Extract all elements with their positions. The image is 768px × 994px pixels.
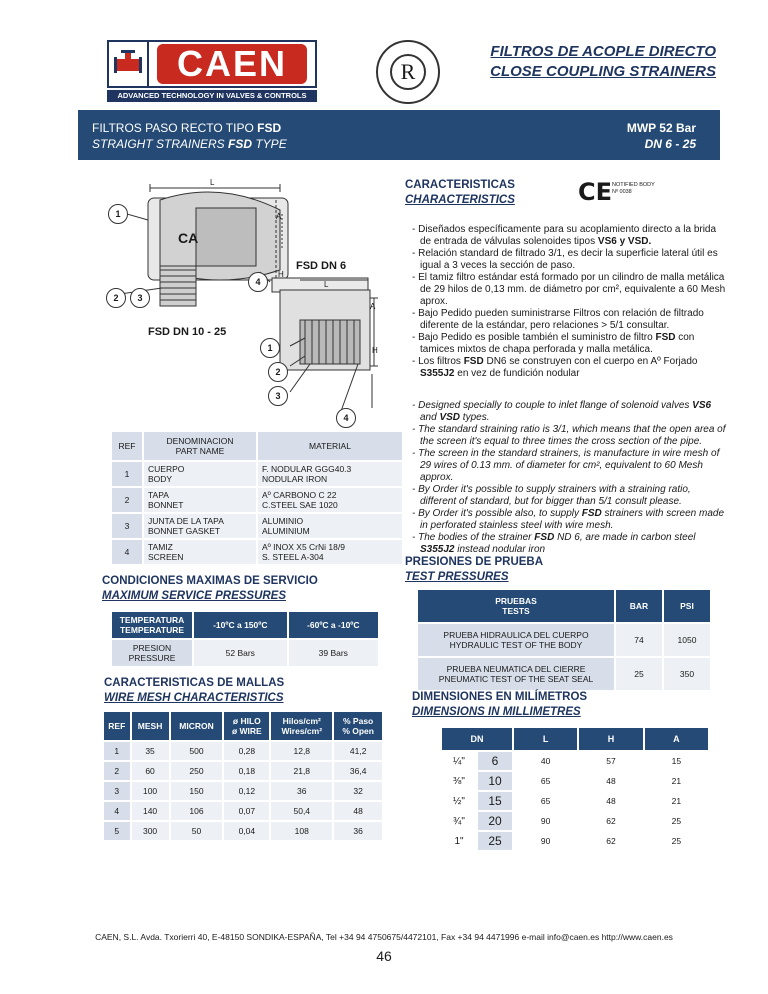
tests-title-es: PRESIONES DE PRUEBA — [405, 556, 544, 568]
characteristics-en — [410, 400, 726, 556]
product-banner — [78, 110, 720, 160]
dim-h: 62 — [606, 816, 616, 826]
tests-title-en: TEST PRESSURES — [405, 571, 509, 583]
parts-header-material: MATERIAL — [258, 432, 402, 460]
dim-dn: 6 — [478, 752, 512, 770]
quality-seal-icon — [376, 40, 440, 104]
dimensions-table — [440, 726, 710, 852]
banner-en-suffix: TYPE — [252, 137, 287, 151]
dim-h: 57 — [606, 756, 616, 766]
service-table — [110, 610, 380, 668]
parts-header-ref: REF — [112, 432, 142, 460]
mesh-header-wires-cm2: Hilos/cm² Wires/cm² — [271, 712, 332, 740]
char-en-6: - The bodies of the strainer FSD ND 6, are made in carbon steel S355J2 instead nodular iron — [412, 532, 696, 555]
service-pressure-1: 52 Bars — [194, 640, 287, 666]
char-es-3: - El tamiz filtro estándar está formado por un cilindro de malla metálica de 29 hilos de 0,13 mm. de diámetro por cm², equivalente a 60 Mesh aprox. — [412, 272, 726, 307]
char-en-1: - Designed specially to couple to inlet flange of solenoid valves VS6 and VSD types. — [412, 400, 712, 423]
dim-a: 15 — [671, 756, 682, 766]
parts-name: CUERPO BODY — [144, 462, 256, 486]
mesh-mesh: 140 — [132, 802, 169, 820]
dim-inch: ½" — [453, 795, 465, 807]
banner-es-text: FILTROS PASO RECTO TIPO — [92, 121, 258, 135]
banner-product-type — [92, 120, 287, 152]
dimensions-title-es: DIMENSIONES EN MILÍMETROS — [412, 691, 588, 703]
parts-material: F. NODULAR GGG40.3 NODULAR IRON — [258, 462, 402, 486]
table-row — [112, 514, 402, 538]
mesh-micron: 500 — [171, 742, 223, 760]
banner-en-text: STRAIGHT STRAINERS — [92, 137, 229, 151]
mesh-wire: 0,07 — [224, 802, 269, 820]
mesh-ref: 2 — [104, 762, 130, 780]
table-row — [112, 488, 402, 512]
parts-table — [110, 430, 404, 566]
mesh-micron: 50 — [171, 822, 223, 840]
mesh-mesh: 300 — [132, 822, 169, 840]
mesh-micron: 106 — [171, 802, 223, 820]
mesh-header-wire: ø HILO ø WIRE — [224, 712, 269, 740]
mesh-wire: 0,04 — [224, 822, 269, 840]
fsd-dn10-25-label: FSD DN 10 - 25 — [148, 326, 227, 338]
mesh-open: 48 — [334, 802, 382, 820]
service-temp-1: -10ºC a 150ºC — [194, 612, 287, 638]
parts-material: ALUMINIO ALUMINIUM — [258, 514, 402, 538]
char-es-6: - Los filtros FSD DN6 se construyen con el cuerpo en Aº Forjado S355J2 en vez de fundición nodular — [412, 356, 698, 379]
title-es: FILTROS DE ACOPLE DIRECTO — [490, 43, 716, 60]
dim-H2-label: H — [372, 346, 378, 355]
mesh-ref: 3 — [104, 782, 130, 800]
service-title — [102, 574, 318, 604]
dim-h: 48 — [606, 776, 616, 786]
dim-A-label: A — [276, 212, 282, 221]
dim-inch: ⅜" — [453, 775, 465, 787]
banner-mwp: MWP 52 Bar — [626, 121, 696, 135]
parts-name: TAPA BONNET — [144, 488, 256, 512]
parts-name: JUNTA DE LA TAPA BONNET GASKET — [144, 514, 256, 538]
parts-material: Aº CARBONO C 22 C.STEEL SAE 1020 — [258, 488, 402, 512]
service-title-en: MAXIMUM SERVICE PRESSURES — [102, 590, 287, 602]
dim-a: 21 — [671, 776, 682, 786]
title-en: CLOSE COUPLING STRAINERS — [490, 63, 716, 80]
dim-a: 25 — [671, 816, 682, 826]
dimensions-title — [412, 690, 587, 720]
banner-ratings — [627, 120, 696, 152]
table-row — [442, 772, 708, 790]
dim-h: 62 — [606, 836, 616, 846]
char-es-5: - Bajo Pedido es posible también el suministro de filtro FSD con tamices mixtos de chapa perforada y malla metálica. — [412, 332, 695, 355]
page-title — [490, 42, 716, 82]
notified-body-label: NOTIFIED BODY — [612, 182, 655, 188]
service-temp-label: TEMPERATURA TEMPERATURE — [112, 612, 192, 638]
mesh-wires-cm2: 21,8 — [271, 762, 332, 780]
mesh-wire: 0,12 — [224, 782, 269, 800]
mesh-table — [102, 710, 384, 842]
callout-4-bottom: 4 — [336, 408, 356, 428]
tests-header-bar: BAR — [616, 590, 662, 622]
parts-name: TAMIZ SCREEN — [144, 540, 256, 564]
mesh-title-en: WIRE MESH CHARACTERISTICS — [104, 692, 284, 704]
mesh-title — [104, 676, 284, 706]
mesh-header-open: % Paso % Open — [334, 712, 382, 740]
tests-psi: 350 — [664, 658, 710, 690]
mesh-wires-cm2: 108 — [271, 822, 332, 840]
dimensions-title-en: DIMENSIONS IN MILLIMETRES — [412, 706, 581, 718]
characteristics-title-es: CARACTERISTICAS — [405, 179, 515, 191]
page-number: 46 — [376, 948, 392, 964]
dim-inch: ¼" — [453, 755, 465, 767]
mesh-title-es: CARACTERISTICAS DE MALLAS — [104, 677, 285, 689]
characteristics-title — [405, 178, 515, 208]
mesh-wire: 0,18 — [224, 762, 269, 780]
callout-2-top: 2 — [106, 288, 126, 308]
table-row — [112, 462, 402, 486]
characteristics-title-en: CHARACTERISTICS — [405, 194, 515, 206]
dim-inch: ¾" — [453, 815, 465, 827]
dim-l: 90 — [540, 816, 551, 826]
body-mark: CA — [178, 230, 199, 246]
dim-l: 65 — [540, 776, 551, 786]
callout-2-bottom: 2 — [268, 362, 288, 382]
dim-L-label: L — [210, 178, 215, 187]
dim-header-a: A — [645, 728, 708, 750]
tests-name: PRUEBA HIDRAULICA DEL CUERPO HYDRAULIC TEST OF THE BODY — [418, 624, 614, 656]
service-pressure-label: PRESION PRESSURE — [112, 640, 192, 666]
parts-ref: 1 — [112, 462, 142, 486]
mesh-wires-cm2: 50,4 — [271, 802, 332, 820]
callout-4-top: 4 — [248, 272, 268, 292]
dim-l: 65 — [540, 796, 551, 806]
company-logo — [107, 40, 317, 88]
notified-body-number: Nº 0038 — [612, 189, 632, 195]
dim-l: 90 — [540, 836, 551, 846]
mesh-mesh: 60 — [132, 762, 169, 780]
table-row — [104, 762, 382, 780]
table-row — [104, 782, 382, 800]
dim-dn: 25 — [478, 832, 512, 850]
banner-es-model: FSD — [257, 121, 282, 135]
dim-a: 21 — [671, 796, 682, 806]
char-en-5: - By Order it's possible also, to supply FSD strainers with screen made in perforated stainless steel with wire mesh. — [412, 508, 725, 531]
char-es-1: - Diseñados específicamente para su acoplamiento directo a la brida de entrada de válvulas solenoides tipos VS6 y VSD. — [412, 224, 717, 247]
strainer-drawing — [100, 170, 400, 430]
tests-name: PRUEBA NEUMATICA DEL CIERRE PNEUMATIC TEST OF THE SEAT SEAL — [418, 658, 614, 690]
parts-header-name: DENOMINACION PART NAME — [144, 432, 256, 460]
dim-l: 40 — [540, 756, 551, 766]
mesh-open: 32 — [334, 782, 382, 800]
tests-title — [405, 555, 543, 585]
table-row — [112, 540, 402, 564]
service-title-es: CONDICIONES MAXIMAS DE SERVICIO — [102, 575, 318, 587]
tests-bar: 25 — [616, 658, 662, 690]
table-row — [442, 792, 708, 810]
mesh-mesh: 35 — [132, 742, 169, 760]
tests-header-psi: PSI — [664, 590, 710, 622]
logo-wordmark: CAEN — [157, 44, 307, 84]
dim-inch: 1" — [454, 835, 464, 847]
table-row — [104, 802, 382, 820]
dim-header-h: H — [579, 728, 642, 750]
characteristics-es — [410, 224, 726, 380]
tests-psi: 1050 — [664, 624, 710, 656]
mesh-wire: 0,28 — [224, 742, 269, 760]
mesh-open: 41,2 — [334, 742, 382, 760]
mesh-mesh: 100 — [132, 782, 169, 800]
fsd-dn6-label: FSD DN 6 — [296, 260, 347, 272]
char-en-3: - The screen in the standard strainers, is manufacture in wire mesh of 29 wires of 0.13 mm. of diameter for cm², equivalent to 60 Mesh approx. — [412, 448, 720, 483]
callout-1-top: 1 — [108, 204, 128, 224]
dim-H-label: H — [278, 270, 284, 279]
char-en-4: - By Order it's possible to supply strainers with a straining ratio, different of standard, but for bigger than 5/1 consult please. — [412, 484, 691, 507]
mesh-header-mesh: MESH — [132, 712, 169, 740]
service-pressure-2: 39 Bars — [289, 640, 378, 666]
dim-dn: 10 — [478, 772, 512, 790]
parts-material: Aº INOX X5 CrNi 18/9 S. STEEL A-304 — [258, 540, 402, 564]
parts-ref: 3 — [112, 514, 142, 538]
valve-logo-icon — [109, 42, 149, 86]
dim-h: 48 — [606, 796, 616, 806]
mesh-micron: 250 — [171, 762, 223, 780]
dim-a: 25 — [671, 836, 682, 846]
ce-mark-icon: CE — [578, 178, 613, 206]
dim-header-dn: DN — [442, 728, 512, 750]
mesh-ref: 5 — [104, 822, 130, 840]
dim-L2-label: L — [324, 280, 329, 289]
banner-dn: DN 6 - 25 — [644, 137, 696, 151]
footer-address: CAEN, S.L. Avda. Txorierri 40, E-48150 SONDIKA-ESPAÑA, Tel +34 94 4750675/4472101, Fax +34 94 4471996 e-mail info@caen.es http://www.caen.es — [95, 932, 673, 942]
char-es-4: - Bajo Pedido pueden suministrarse Filtros con relación de filtrado diferente de la estándar, pero relaciones > 5/1 consultar. — [412, 308, 704, 331]
mesh-ref: 4 — [104, 802, 130, 820]
mesh-micron: 150 — [171, 782, 223, 800]
mesh-header-micron: MICRON — [171, 712, 223, 740]
mesh-open: 36,4 — [334, 762, 382, 780]
service-temp-2: -60ºC a -10ºC — [289, 612, 378, 638]
logo-tagline: ADVANCED TECHNOLOGY IN VALVES & CONTROLS — [107, 90, 317, 102]
tests-table — [416, 588, 712, 692]
parts-ref: 4 — [112, 540, 142, 564]
mesh-wires-cm2: 12,8 — [271, 742, 332, 760]
dim-A2-label: A — [370, 302, 376, 311]
notified-body — [612, 182, 655, 196]
dim-dn: 20 — [478, 812, 512, 830]
table-row — [104, 822, 382, 840]
callout-3-bottom: 3 — [268, 386, 288, 406]
table-row — [418, 658, 710, 690]
callout-3-top: 3 — [130, 288, 150, 308]
mesh-open: 36 — [334, 822, 382, 840]
table-row — [442, 752, 708, 770]
seal-letter: R — [390, 54, 426, 90]
char-es-2: - Relación standard de filtrado 3/1, es decir la superficie lateral útil es igual a 3 veces la sección de paso. — [412, 248, 718, 271]
table-row — [442, 832, 708, 850]
char-en-2: - The standard straining ratio is 3/1, which means that the open area of the screen it's equal to three times the cross section of the pipe. — [412, 424, 726, 447]
mesh-wires-cm2: 36 — [271, 782, 332, 800]
table-row — [442, 812, 708, 830]
parts-ref: 2 — [112, 488, 142, 512]
dim-dn: 15 — [478, 792, 512, 810]
tests-bar: 74 — [616, 624, 662, 656]
mesh-header-ref: REF — [104, 712, 130, 740]
table-row — [104, 742, 382, 760]
banner-en-model: FSD — [228, 137, 253, 151]
callout-1-bottom: 1 — [260, 338, 280, 358]
tests-header-tests: PRUEBAS TESTS — [418, 590, 614, 622]
dim-header-l: L — [514, 728, 577, 750]
table-row — [418, 624, 710, 656]
mesh-ref: 1 — [104, 742, 130, 760]
